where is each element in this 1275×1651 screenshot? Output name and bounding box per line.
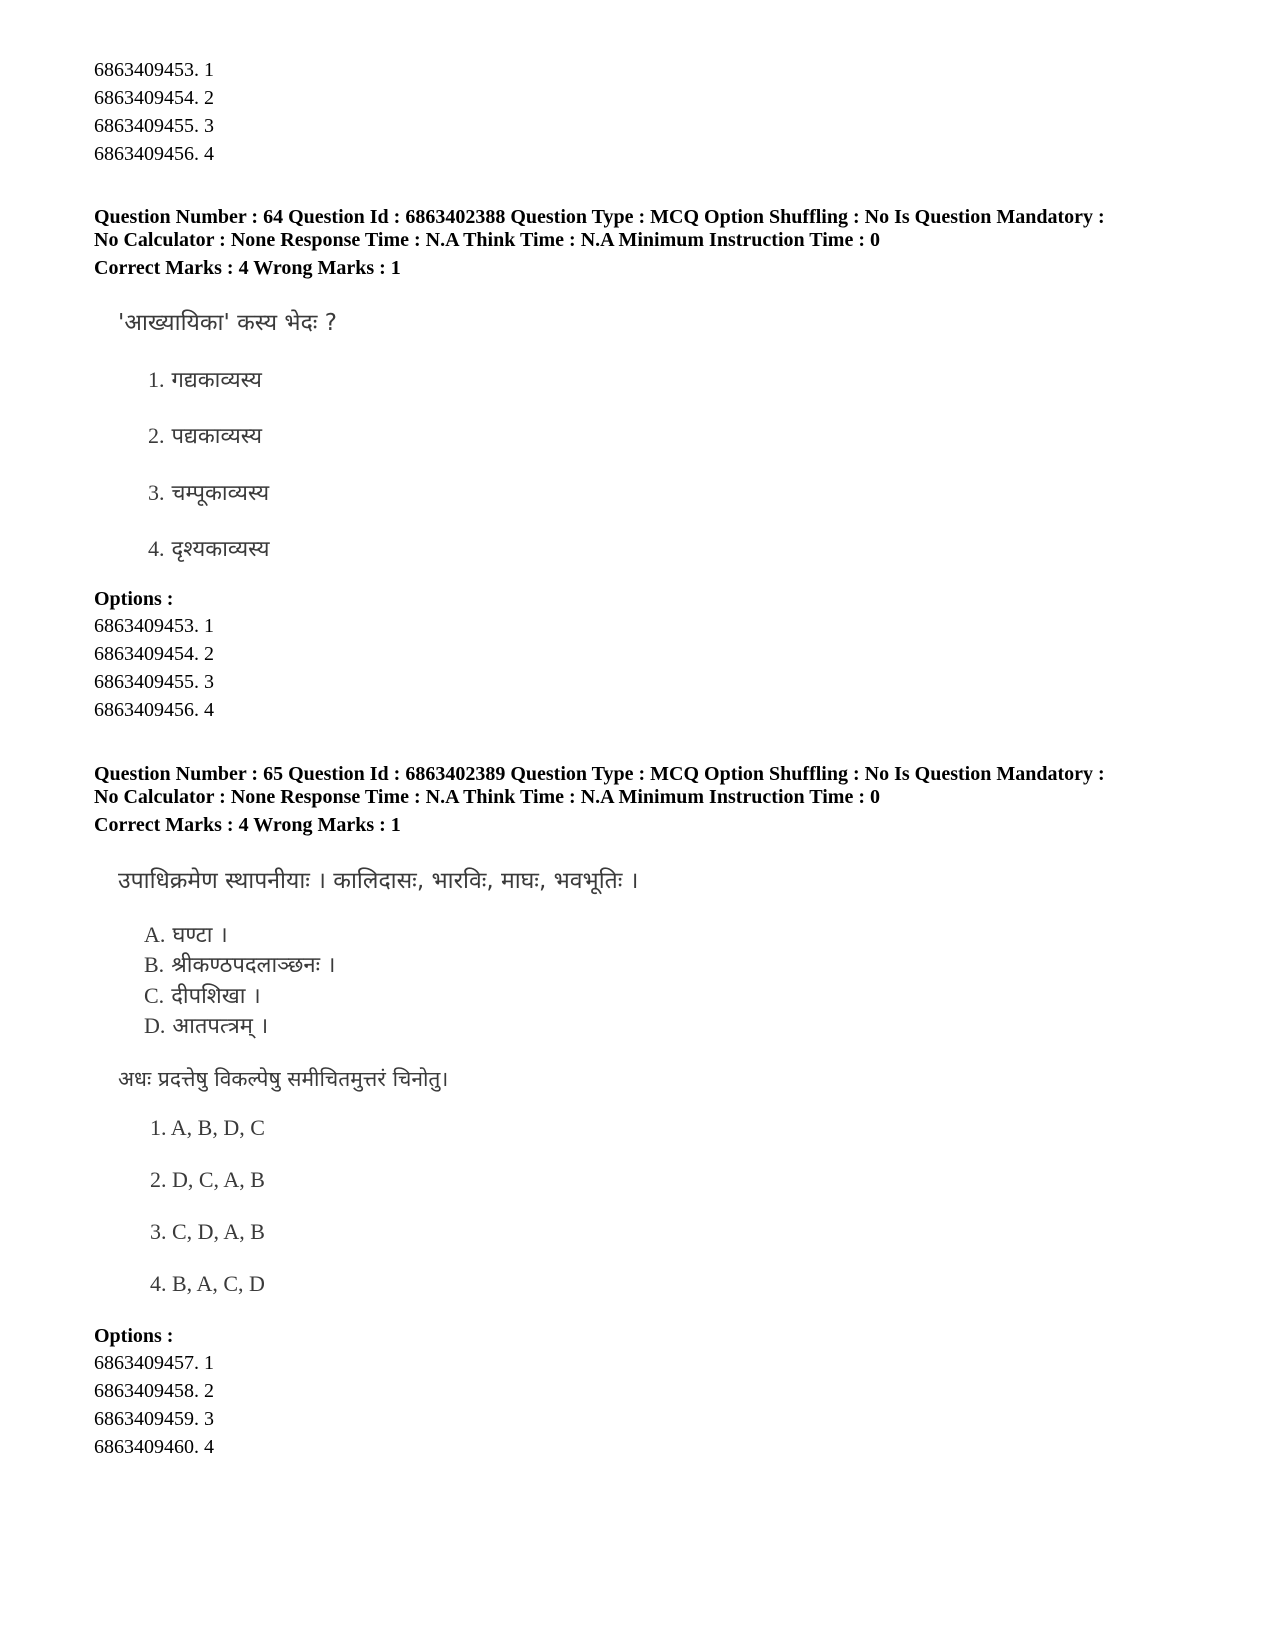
option-id-line: 6863409456. 4 [94, 143, 214, 165]
q65-list-item [144, 1011, 268, 1042]
choice-text: पद्यकाव्यस्य [171, 424, 263, 449]
q65-instruction: अधः प्रदत्तेषु विकल्पेषु समीचितमुत्तरं चिनोतु। [118, 1067, 449, 1091]
q65-choice: 2. D, C, A, B [150, 1167, 265, 1192]
q65-header-line1: Question Number : 65 Question Id : 6863402389 Question Type : MCQ Option Shuffling : No Is Question Mandatory : [94, 763, 1105, 785]
option-id-line: 6863409456. 4 [94, 699, 214, 721]
q64-header-line2: No Calculator : None Response Time : N.A Think Time : N.A Minimum Instruction Time : 0 [94, 229, 880, 251]
option-id-line: 6863409460. 4 [94, 1436, 214, 1458]
item-text: आतपत्त्रम् । [172, 1014, 269, 1039]
q64-options-label: Options : [94, 588, 174, 610]
q64-choice [148, 534, 270, 565]
item-label: D. [144, 1013, 166, 1038]
option-id-line: 6863409455. 3 [94, 671, 214, 693]
option-id-line: 6863409453. 1 [94, 615, 214, 637]
q65-options-label: Options : [94, 1325, 174, 1347]
item-label: C. [144, 983, 165, 1008]
q65-list-item [144, 920, 228, 951]
option-id-line: 6863409459. 3 [94, 1408, 214, 1430]
option-id-line: 6863409458. 2 [94, 1380, 214, 1402]
choice-number: 2. [148, 423, 165, 448]
choice-text: दृश्यकाव्यस्य [171, 537, 270, 562]
q65-list-item [144, 981, 261, 1012]
item-label: B. [144, 952, 165, 977]
q65-question-text: उपाधिक्रमेण स्थापनीयाः । कालिदासः, भारविः, माघः, भवभूतिः । [118, 868, 639, 894]
q65-choice: 1. A, B, D, C [150, 1115, 265, 1140]
q64-question-text: 'आख्यायिका' कस्य भेदः ? [118, 310, 337, 336]
q65-header-line2: No Calculator : None Response Time : N.A Think Time : N.A Minimum Instruction Time : 0 [94, 786, 880, 808]
q65-marks: Correct Marks : 4 Wrong Marks : 1 [94, 814, 401, 836]
q64-choice [148, 365, 262, 396]
choice-number: 1. [148, 367, 165, 392]
q64-marks: Correct Marks : 4 Wrong Marks : 1 [94, 257, 401, 279]
option-id-line: 6863409457. 1 [94, 1352, 214, 1374]
item-label: A. [144, 922, 166, 947]
item-text: श्रीकण्ठपदलाञ्छनः । [171, 953, 336, 978]
choice-number: 4. [148, 536, 165, 561]
choice-text: चम्पूकाव्यस्य [171, 481, 270, 506]
q65-choice: 4. B, A, C, D [150, 1271, 265, 1296]
option-id-line: 6863409453. 1 [94, 59, 214, 81]
option-id-line: 6863409454. 2 [94, 643, 214, 665]
option-id-line: 6863409454. 2 [94, 87, 214, 109]
choice-text: गद्यकाव्यस्य [171, 368, 262, 393]
item-text: दीपशिखा । [171, 984, 261, 1009]
q65-list-item [144, 950, 335, 981]
choice-number: 3. [148, 480, 165, 505]
option-id-line: 6863409455. 3 [94, 115, 214, 137]
q64-choice [148, 478, 269, 509]
q65-choice: 3. C, D, A, B [150, 1219, 265, 1244]
q64-header-line1: Question Number : 64 Question Id : 6863402388 Question Type : MCQ Option Shuffling : No Is Question Mandatory : [94, 206, 1105, 228]
item-text: घण्टा । [172, 923, 228, 948]
q64-choice [148, 421, 262, 452]
